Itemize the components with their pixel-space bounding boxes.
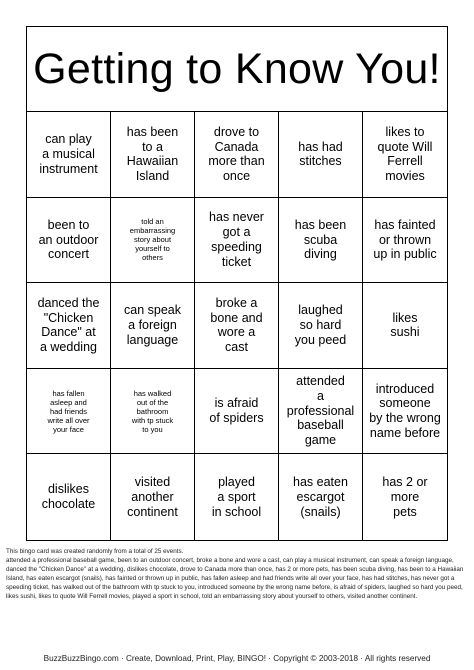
bingo-card bbox=[26, 26, 448, 541]
bingo-cell-text: has had stitches bbox=[298, 139, 343, 169]
bingo-cell-text: been to an outdoor concert bbox=[38, 217, 99, 262]
card-title: Getting to Know You! bbox=[33, 44, 441, 93]
bingo-cell-text: likes to quote Will Ferrell movies bbox=[377, 124, 433, 184]
bingo-cell-text: has never got a speeding ticket bbox=[209, 210, 264, 269]
bingo-cell bbox=[27, 283, 111, 369]
bingo-cell bbox=[111, 112, 195, 198]
bingo-cell-text: broke a bone and wore a cast bbox=[210, 295, 263, 355]
bingo-cell bbox=[111, 369, 195, 455]
bingo-cell-text: introduced someone by the wrong name before bbox=[369, 381, 441, 440]
bingo-cell bbox=[195, 198, 279, 284]
bingo-cell-text: visited another continent bbox=[127, 475, 178, 519]
bingo-cell-text: has fainted or thrown up in public bbox=[373, 217, 437, 262]
bingo-cell-text: told an embarrassing story about yourself to others bbox=[129, 217, 176, 263]
bingo-cell bbox=[363, 198, 447, 284]
bingo-cell-text: has been to a Hawaiian Island bbox=[126, 124, 179, 184]
bingo-cell bbox=[279, 369, 363, 455]
bingo-cell bbox=[363, 283, 447, 369]
bingo-cell-text: has been scuba diving bbox=[294, 217, 347, 262]
bingo-cell-text: has 2 or more pets bbox=[382, 475, 428, 519]
title-banner bbox=[27, 27, 447, 112]
bingo-cell-text: has walked out of the bathroom with tp stuck to you bbox=[131, 388, 174, 434]
bingo-cell bbox=[363, 454, 447, 540]
bingo-cell-text: played a sport in school bbox=[211, 475, 262, 519]
bingo-cell-text: has eaten escargot (snails) bbox=[293, 475, 348, 519]
bingo-cell bbox=[195, 112, 279, 198]
bingo-cell bbox=[27, 454, 111, 540]
bingo-cell bbox=[195, 283, 279, 369]
bingo-cell bbox=[195, 369, 279, 455]
card-description bbox=[6, 548, 468, 602]
bingo-cell-text: likes sushi bbox=[390, 310, 420, 340]
bingo-cell bbox=[363, 112, 447, 198]
bingo-cell bbox=[27, 112, 111, 198]
bingo-cell-text: is afraid of spiders bbox=[209, 396, 264, 426]
bingo-cell-text: drove to Canada more than once bbox=[208, 124, 265, 184]
bingo-cell bbox=[279, 283, 363, 369]
bingo-cell bbox=[111, 454, 195, 540]
bingo-cell bbox=[111, 198, 195, 284]
site-credits: BuzzBuzzBingo.com · Create, Download, Print, Play, BINGO! · Copyright © 2003-2018 · All rights reserved bbox=[43, 654, 431, 663]
bingo-cell-text: dislikes chocolate bbox=[41, 482, 96, 512]
bingo-cell bbox=[111, 283, 195, 369]
bingo-cell bbox=[27, 198, 111, 284]
bingo-cell-text: can speak a foreign language bbox=[124, 303, 181, 347]
card-description-intro: This bingo card was created randomly from a total of 25 events. bbox=[6, 548, 184, 555]
bingo-cell-text: attended a professional baseball game bbox=[286, 374, 355, 448]
bingo-cell bbox=[363, 369, 447, 455]
bingo-cell bbox=[27, 369, 111, 455]
bingo-cell-text: can play a musical instrument bbox=[39, 132, 98, 176]
card-events-list: attended a professional baseball game, been to an outdoor concert, broke a bone and wore a cast, can play a musical instrument, can speak a foreign language, danced the "Chicken Dance" at a wedding, dislikes chocolate, drove to Canada more than once, has 2 or more pets, has been scuba diving, has been to a Hawaiian Island, has eaten escargot (snails), has fainted or thrown up in public, has fallen asleep and had friends write all over your face, has had stitches, has never got a speeding ticket, has walked out of the bathroom with tp stuck to you, introduced someone by the wrong name before, is afraid of spiders, laughed so hard you peed, likes sushi, likes to quote Will Ferrell movies, played a sport in school, told an embarrassing story about yourself to others, visited another continent. bbox=[6, 556, 464, 600]
bingo-cell-text: laughed so hard you peed bbox=[294, 303, 347, 347]
bingo-cell-text: danced the "Chicken Dance" at a wedding bbox=[37, 295, 100, 355]
bingo-grid bbox=[27, 112, 447, 540]
bingo-cell-text: has fallen asleep and had friends write all over your face bbox=[47, 388, 90, 434]
bingo-cell bbox=[279, 198, 363, 284]
bingo-cell bbox=[195, 454, 279, 540]
bingo-cell bbox=[279, 112, 363, 198]
bingo-cell bbox=[279, 454, 363, 540]
